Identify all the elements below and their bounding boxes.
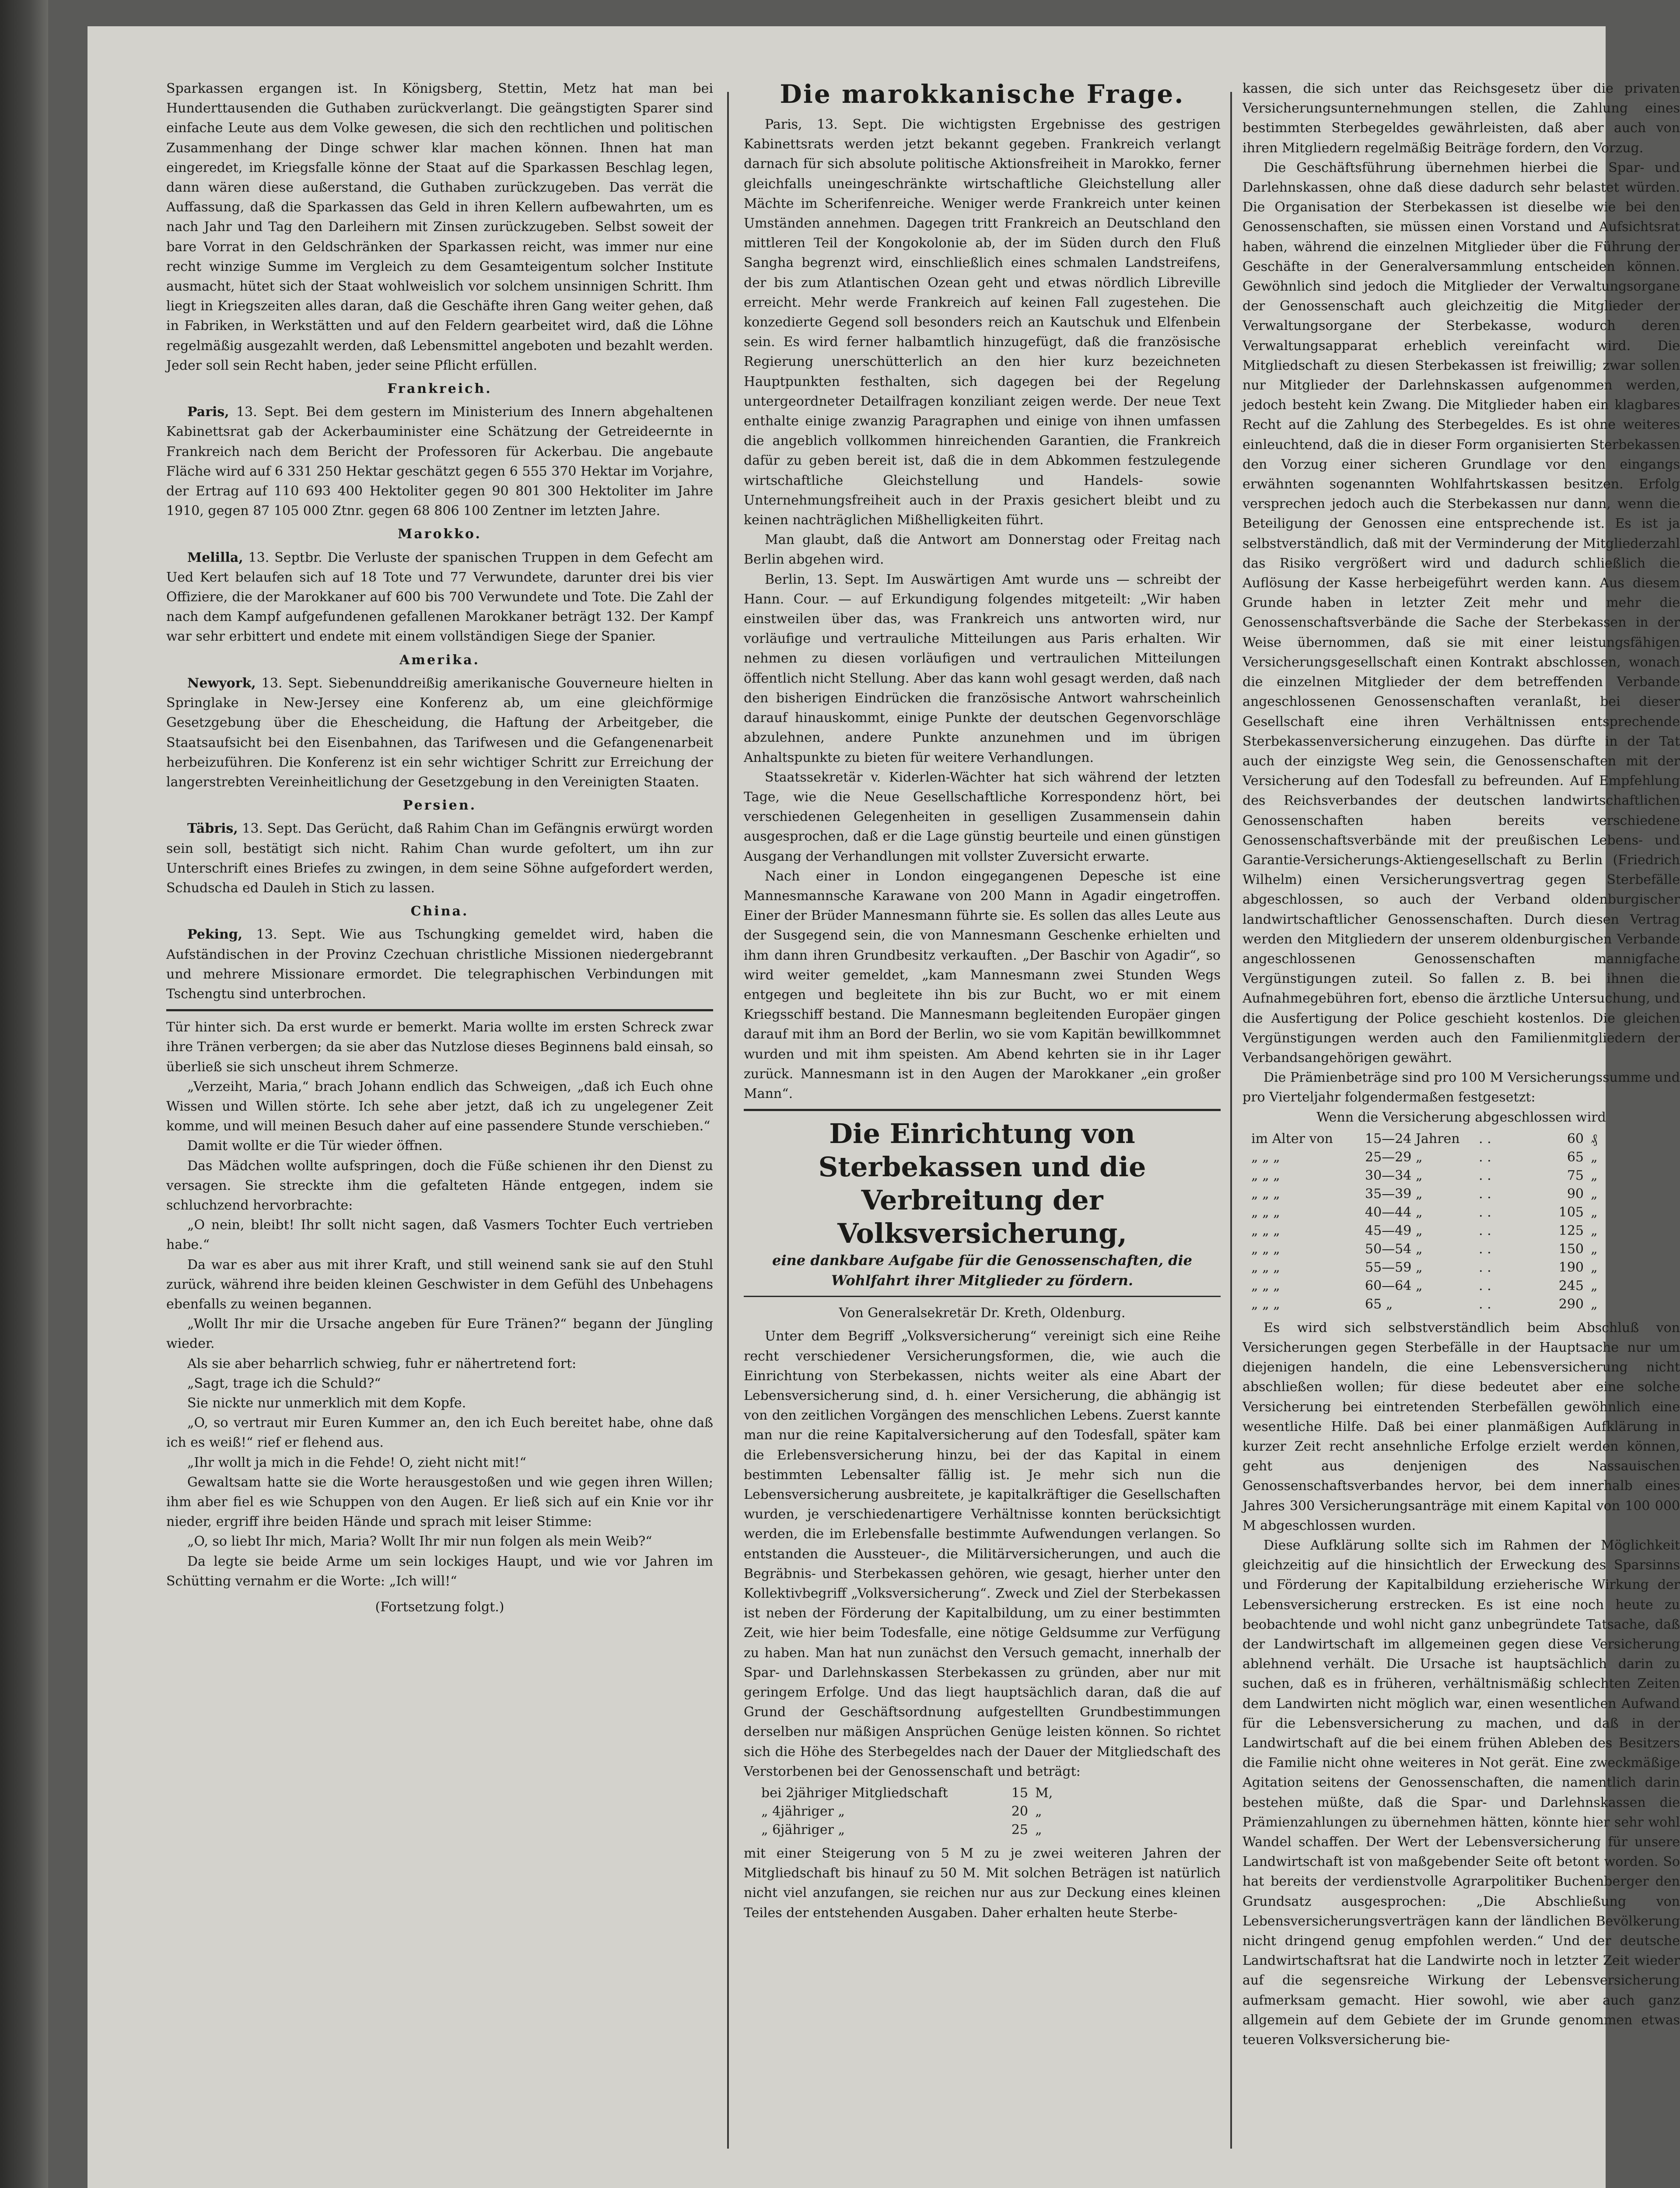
story-paragraph: „Sagt, trage ich die Schuld?“ [187, 1375, 381, 1391]
table-row: im Alter von 15—24 Jahren . . 60 ₰ [1251, 1131, 1597, 1147]
story-paragraph: Da legte sie beide Arme um sein lockiges Haupt, und wie vor Jahren im Schütting vernahm er die Worte: „Ich will!“ [166, 1553, 713, 1589]
table-row: „ „ „ 50—54 „ . . 150 „ [1251, 1241, 1598, 1257]
article-paragraph: Es wird sich selbstverständlich beim Abschluß von Versicherungen gegen Sterbefälle in der Hauptsache nur um diejenigen handeln, die eine Lebensversicherung nicht abschließen wollen; für diese bedeutet aber eine solche Versicherung bei eintretenden Sterbefällen gewöhnlich eine wesentliche Hilfe. Daß bei einer planmäßigen Aufklärung in kurzer Zeit recht ansehnliche Erfolge erzielt werden können, geht aus denjenigen des Nassauischen Genossenschaftsverbandes hervor, bei dem innerhalb eines Jahres 300 Versicherungsanträge mit einem Kapital von 100 000 M abgeschlossen wurden. [1242, 1320, 1680, 1533]
newspaper-page [88, 26, 1680, 2188]
table-row: „ „ „ 35—39 „ . . 90 „ [1251, 1186, 1598, 1202]
section-heading-america: Amerika. [399, 652, 480, 668]
article-paragraph: Die Geschäftsführung übernehmen hierbei die Spar- und Darlehnskassen, ohne daß diese dadurch sehr belastet würden. Die Organisation der Sterbekassen ist dieselbe wie bei den Genossenschaften, sie müssen einen Vorstand und Aufsichtsrat haben, während die einzelnen Mitglieder über die Führung der Geschäfte in der Generalversammlung entscheiden können. Gewöhnlich sind jedoch die Mitglieder der Verwaltungsorgane der Genossenschaft auch gleichzeitig die Mitglieder der Verwaltungsorgane der Sterbekasse, wodurch deren Verwaltungsapparat erheblich vereinfacht wird. Die Mitgliedschaft zu diesen Sterbekassen ist freiwillig; zwar sollen nur Mitglieder der Darlehnskassen aufgenommen werden, jedoch besteht kein Zwang. Die Mitglieder haben ein klagbares Recht auf die Zahlung des Sterbegeldes. Es ist ohne weiteres einleuchtend, daß die in dieser Form organisierten Sterbekassen den Vorzug einer sicheren Grundlage vor den eingangs erwähnten sogenannten Wohlfahrtskassen besitzen. Erfolg versprechen jedoch auch die Sterbekassen nur dann, wenn die Beteiligung der Genossen eine entsprechende ist. Es ist ja selbstverständlich, daß mit der Verminderung der Mitgliederzahl das Risiko vergrößert wird und dadurch schließlich die Auflösung der Kasse herbeigeführt werden kann. Aus diesem Grunde haben in letzter Zeit mehr und mehr die Genossenschaftsverbände die Sache der Sterbekassen in der Weise übernommen, daß sie mit einer leistungsfähigen Versicherungsgesellschaft einen Kontrakt abschlossen, wonach die einzelnen Mitglieder der dem betreffenden Verbande angeschlossenen Genossenschaften veranlaßt, bei dieser Gesellschaft eine ihren Verhältnissen entsprechende Sterbekassenversicherung einzugehen. Das dürfte in der Tat auch der einzigste Weg sein, die Genossenschaften mit der Versicherung auf den Todesfall zu befreunden. Auf Empfehlung des Reichsverbandes der deutschen landwirtschaftlichen Genossenschaften haben bereits verschiedene Genossenschaftsverbände mit der preußischen Lebens- und Garantie-Versicherungs-Aktiengesellschaft zu Berlin (Friedrich Wilhelm) einen Versicherungsvertrag gegen Sterbefälle abgeschlossen, so auch der Verband oldenburgischer landwirtschaftlicher Genossenschaften. Durch diesen Vertrag werden den Mitgliedern der unserem oldenburgischen Verbande angeschlossenen Genossenschaften mannigfache Vergünstigungen zuteil. So fallen z. B. bei ihnen die Aufnahmegebühren fort, ebenso die ärztliche Untersuchung, und die Ausfertigung der Police geschieht kostenlos. Die gleichen Vergünstigungen werden auch den Familienmitgliedern der Verbandsangehörigen gewährt. [1242, 160, 1680, 1066]
article-divider [744, 1109, 1221, 1111]
section-heading-france: Frankreich. [387, 381, 492, 397]
story-paragraph: Als sie aber beharrlich schwieg, fuhr er nähertretend fort: [187, 1356, 577, 1371]
subtitle-divider [744, 1296, 1221, 1297]
article-paragraph: Diese Aufklärung sollte sich im Rahmen der Möglichkeit gleichzeitig auf die hinsichtlich der Erweckung des Sparsinns und Förderung der Kapitalbildung erzieherische Wirkung der Lebensversicherung erstrecken. Es ist eine noch heute zu beobachtende und wohl nicht ganz unbegründete Tatsache, daß der Landwirtschaft im allgemeinen gegen diese Versicherung ablehnend verhält. Die Ursache ist hauptsächlich darin zu suchen, daß es in früheren, verhältnismäßig schlechten Zeiten dem Landwirten nicht möglich war, einen wesentlichen Aufwand für die Lebensversicherung zu machen, und daß in der Landwirtschaft auf die bei einem frühen Ableben des Besitzers die Familie nicht ohne weiteres in Not gerät. Eine zweckmäßige Agitation seitens der Genossenschaften, die namentlich darin bestehen müßte, daß die Spar- und Darlehnskassen die Prämienzahlungen zu übernehmen hätten, könnte hier sehr wohl Wandel schaffen. Der Wert der Lebensversicherung für unsere Landwirtschaft ist von maßgebender Seite oft betont worden. So hat bereits der verdienstvolle Agrarpolitiker Buchenberger den Grundsatz ausgesprochen: „Die Abschließung von Lebensversicherungsverträgen kann der ländlichen Bevölkerung nicht dringend genug empfohlen werden.“ Und der deutsche Landwirtschaftsrat hat die Landwirte noch in letzter Zeit wieder auf die segensreiche Wirkung der Lebensversicherung aufmerksam gemacht. Hier sowohl, wie aber auch ganz allgemein auf dem Gebiete der im Grunde genommen etwas teueren Volksversicherung bie- [1242, 1538, 1680, 2048]
table-row: „ „ „ 55—59 „ . . 190 „ [1251, 1259, 1598, 1275]
table-row: „ „ „ 60—64 „ . . 245 „ [1251, 1278, 1598, 1294]
column-left [166, 79, 713, 2162]
table-row: „ „ „ 40—44 „ . . 105 „ [1251, 1204, 1598, 1220]
membership-table [761, 1784, 1221, 1839]
column-middle [744, 79, 1221, 2162]
table-row: „ „ „ 65 „ . . 290 „ [1251, 1296, 1598, 1312]
article-paragraph: Berlin, 13. Sept. Im Auswärtigen Amt wurde uns — schreibt der Hann. Cour. — auf Erkundigung folgendes mitgeteilt: „Wir haben einstweilen über das, was Frankreich uns antworten wird, nur vorläufige und vertrauliche Mitteilungen aus Paris erhalten. Wir nehmen zu diesen vorläufigen und vertraulichen Mitteilungen öffentlich nicht Stellung. Aber das kann wohl gesagt werden, daß nach den bisherigen Eindrücken die französische Antwort wahrscheinlich darauf hinauskommt, einige Punkte der deutschen Gegenvorschläge abzulehnen, andere Punkte anzunehmen und im übrigen Anhaltspunkte zu bieten für weitere Verhandlungen. [744, 572, 1221, 765]
book-binding-edge [0, 0, 48, 2188]
story-paragraph: „Ihr wollt ja mich in die Fehde! O, zieht nicht mit!“ [187, 1455, 526, 1470]
section-heading-morocco: Marokko. [398, 526, 482, 542]
article-author: Von Generalsekretär Dr. Kreth, Oldenburg. [839, 1305, 1126, 1321]
story-paragraph: Da war es aber aus mit ihrer Kraft, und still weinend sank sie auf den Stuhl zurück, während ihre beiden kleinen Geschwister in dem Gefühl des Unbehagens ebenfalls zu weinen begannen. [166, 1257, 713, 1312]
premium-table [1251, 1130, 1680, 1314]
story-paragraph: „O, so vertraut mir Euren Kummer an, den ich Euch bereitet habe, ohne daß ich es weiß!“ rief er flehend aus. [166, 1415, 713, 1451]
table-row: bei 2jähriger Mitgliedschaft 15 M, [761, 1785, 1053, 1801]
news-item-paris: Paris, 13. Sept. Bei dem gestern im Ministerium des Innern abgehaltenen Kabinettsrat gab der Ackerbauminister eine Schätzung der Getreideernte in Frankreich nach dem Bericht der Professoren für Ackerbau. Die angebaute Fläche wird auf 6 331 250 Hektar geschätzt gegen 6 555 370 Hektar im Vorjahre, der Ertrag auf 110 693 400 Hektoliter gegen 90 801 300 Hektoliter im Jahre 1910, gegen 87 105 000 Ztnr. gegen 68 806 100 Zentner im letzten Jahre. [166, 404, 713, 519]
story-paragraph: „O nein, bleibt! Ihr sollt nicht sagen, daß Vasmers Tochter Euch vertrieben habe.“ [166, 1217, 713, 1253]
continuation-note: (Fortsetzung folgt.) [375, 1599, 504, 1615]
column-rule [1230, 92, 1232, 2149]
article-paragraph: Die Prämienbeträge sind pro 100 M Versicherungssumme und pro Vierteljahr folgendermaßen festgesetzt: [1242, 1070, 1680, 1105]
intro-paragraph: Sparkassen ergangen ist. In Königsberg, Stettin, Metz hat man bei Hunderttausenden die Guthaben zurückverlangt. Die geängstigten Sparer sind einfache Leute aus dem Volke gewesen, die sich den rechtlichen und politischen Zusammenhang der Dinge schwer klar machen können. Ihnen hat man eingeredet, im Kriegsfalle könne der Staat auf die Sparkassen Beschlag legen, dann wären diese außerstand, die Guthaben zurückzugeben. Das verrät die Auffassung, daß die Sparkassen das Geld in ihren Kellern aufbewahrten, um es nach Jahr und Tag den Darleihern mit Zinsen zurückzugeben. Selbst soweit der bare Vorrat in den Geldschränken der Sparkassen reicht, was immer nur eine recht winzige Summe im Vergleich zu dem Gesamteigentum solcher Institute ausmacht, hütet sich der Staat wohlweislich vor solchem unsinnigen Schritt. Ihm liegt in Kriegszeiten alles daran, daß die Geschäfte ihren Gang weiter gehen, daß in Fabriken, in Werkstätten und auf den Feldern gearbeitet wird, daß die Löhne regelmäßig ausgezahlt werden, daß Lebensmittel angeboten und bezahlt werden. Jeder soll sein Recht haben, jeder seine Pflicht erfüllen. [166, 81, 713, 373]
story-paragraph: Tür hinter sich. Da erst wurde er bemerkt. Maria wollte im ersten Schreck zwar ihre Tränen verbergen; da sie aber das Nutzlose dieses Beginnens bald einsah, so überließ sie sich unscheut ihrem Schmerze. [166, 1020, 713, 1075]
section-heading-persia: Persien. [402, 798, 477, 813]
table-row: „ „ „ 25—29 „ . . 65 „ [1251, 1149, 1598, 1165]
article-paragraph: Man glaubt, daß die Antwort am Donnerstag oder Freitag nach Berlin abgehen wird. [744, 532, 1221, 568]
article-paragraph: kassen, die sich unter das Reichsgesetz über die privaten Versicherungsunternehmungen stellen, die Zahlung eines bestimmten Sterbegeldes gewährleisten, daß aber auch von ihren Mitgliedern regelmäßig Beiträge fordern, den Vorzug. [1242, 81, 1680, 156]
story-paragraph: Sie nickte nur unmerklich mit dem Kopfe. [187, 1396, 466, 1411]
table-row: „ 6jähriger „ 25 „ [761, 1822, 1042, 1838]
article-paragraph: Paris, 13. Sept. Die wichtigsten Ergebnisse des gestrigen Kabinettsrats werden jetzt bekannt gegeben. Frankreich verlangt darnach für sich absolute politische Aktionsfreiheit in Marokko, ferner gleichfalls uneingeschränkte wirtschaftliche Gleichstellung aller Mächte im Scherifenreiche. Weniger werde Frankreich unter keinen Umständen annehmen. Dagegen tritt Frankreich an Deutschland den mittleren Teil der Kongokolonie ab, der im Süden durch den Fluß Sangha begrenzt wird, einschließlich eines schmalen Landstreifens, der bis zum Atlantischen Ozean geht und etwas nördlich Libreville erreicht. Mehr werde Frankreich auf keinen Fall zugestehen. Die konzedierte Gegend soll besonders reich an Kautschuk und Elfenbein sein. Es wird ferner halbamtlich hinzugefügt, daß die französische Regierung unerschütterlich an den hier kurz bezeichneten Hauptpunkten festhalten, sich dagegen bei der Regelung untergeordneter Detailfragen konziliant zeigen werde. Der neue Text enthalte einige zwanzig Paragraphen und einige von ihnen umfassen die angeblich vollkommen hinreichenden Garantien, die Frankreich dafür zu geben bereit ist, daß die in dem Abkommen festzulegende wirtschaftliche Gleichstellung und Handels- sowie Unternehmungsfreiheit auch in der Praxis gesichert bleibt und zu keinen nachträglichen Mißhelligkeiten führt. [744, 117, 1221, 528]
news-item-peking: Peking, 13. Sept. Wie aus Tschungking gemeldet wird, haben die Aufständischen in der Provinz Czechuan christliche Missionen niedergebrannt und mehrere Missionare ermordet. Die telegraphischen Verbindungen mit Tschengtu sind unterbrochen. [166, 927, 713, 1002]
story-paragraph: Gewaltsam hatte sie die Worte herausgestoßen und wie gegen ihren Willen; ihm aber fiel es wie Schuppen von den Augen. Er ließ sich auf ein Knie vor ihr nieder, ergriff ihre beiden Hände und sprach mit leiser Stimme: [166, 1474, 713, 1530]
article-paragraph: Nach einer in London eingegangenen Depesche ist eine Mannesmannsche Karawane von 200 Mann in Agadir eingetroffen. Einer der Brüder Mannesmann führte sie. Es sollen das alles Leute aus der Susgegend sein, die von Mannesmann Geschenke erhielten und ihm dann ihren Grundbesitz verkauften. „Der Baschir von Agadir“, so wird weiter gemeldet, „kam Mannesmann zwei Stunden Wegs entgegen und begleitete ihn bis zur Bucht, wo er mit einem Kriegsschiff bestand. Die Mannesmann begleitenden Europäer gingen darauf mit ihm an Bord der Berlin, wo sie vom Kapitän bewillkommnet wurden und mit ihm speisten. Am Abend kehrten sie in ihr Lager zurück. Mannesmann ist in den Augen der Marokkaner „ein großer Mann“. [744, 868, 1221, 1101]
story-paragraph: Das Mädchen wollte aufspringen, doch die Füße schienen ihr den Dienst zu versagen. Sie streckte ihm die gefalteten Hände entgegen, indem sie schluchzend hervorbrachte: [166, 1158, 713, 1213]
feuilleton-divider [166, 1009, 713, 1011]
table-row: „ „ „ 30—34 „ . . 75 „ [1251, 1168, 1598, 1183]
article-title-morocco: Die marokkanische Frage. [780, 79, 1185, 109]
news-item-melilla: Melilla, 13. Septbr. Die Verluste der spanischen Truppen in dem Gefecht am Ued Kert belaufen sich auf 18 Tote und 77 Verwundete, darunter drei bis vier Offiziere, die der Marokkaner auf 600 bis 700 Verwundete und Tote. Die Zahl der nach dem Kampf aufgefundenen gefallenen Marokkaner beträgt 132. Der Kampf war sehr erbittert und endete mit einem vollständigen Siege der Spanier. [166, 550, 713, 645]
story-paragraph: „Wollt Ihr mir die Ursache angeben für Eure Tränen?“ begann der Jüngling wieder. [166, 1316, 713, 1352]
column-rule [727, 92, 729, 2149]
news-item-taebris: Täbris, 13. Sept. Das Gerücht, daß Rahim Chan im Gefängnis erwürgt worden sein soll, bestätigt sich nicht. Rahim Chan wurde gefoltert, um ihn zur Unterschrift eines Briefes zu zwingen, in dem seine Söhne aufgefordert werden, Schudscha ed Dauleh in Stich zu lassen. [166, 821, 713, 896]
article-title-sterbekassen: Die Einrichtung von Sterbekassen und die Verbreitung der Volksversicherung, [818, 1118, 1146, 1250]
table-caption: Wenn die Versicherung abgeschlossen wird [1316, 1109, 1606, 1125]
table-row: „ „ „ 45—49 „ . . 125 „ [1251, 1223, 1598, 1238]
article-paragraph: mit einer Steigerung von 5 M zu je zwei weiteren Jahren der Mitgliedschaft bis hinauf zu 50 M. Mit solchen Beträgen ist natürlich nicht viel anzufangen, sie reichen nur aus zur Deckung eines kleinen Teiles der entstehenden Ausgaben. Daher erhalten heute Sterbe- [744, 1846, 1221, 1921]
table-row: „ 4jähriger „ 20 „ [761, 1804, 1042, 1820]
article-subtitle: eine dankbare Aufgabe für die Genossenschaften, die Wohlfahrt ihrer Mitglieder zu fördern. [772, 1252, 1192, 1289]
story-paragraph: „O, so liebt Ihr mich, Maria? Wollt Ihr mir nun folgen als mein Weib?“ [187, 1534, 652, 1550]
section-heading-china: China. [410, 904, 469, 919]
article-paragraph: Unter dem Begriff „Volksversicherung“ vereinigt sich eine Reihe recht verschiedener Versicherungsformen, die, wie auch die Einrichtung von Sterbekassen, nichts weiter als eine Abart der Lebensversicherung sind, d. h. einer Versicherung, die abhängig ist von den zeitlichen Vorgängen des menschlichen Lebens. Zuerst kannte man nur die reine Kapitalversicherung auf den Todesfall, später kam die Erlebensversicherung hinzu, bei der das Kapital in einem bestimmten Lebensalter fällig ist. Je mehr sich nun die Lebensversicherung ausbreitete, je kapitalkräftiger die Gesellschaften wurden, je verschiedenartigere Verhältnisse konnten berücksichtigt werden, die im Erlebensfalle bestimmte Aufwendungen verlangen. So entstanden die Aussteuer-, die Militärversicherungen, und auch die Begräbnis- und Sterbekassen gehören, wie gesagt, hierher unter den Kollektivbegriff „Volksversicherung“. Zweck und Ziel der Sterbekassen ist neben der Förderung der Kapitalbildung, um zu einer bestimmten Zeit, wie hier beim Todesfalle, eine nötige Geldsumme zur Verfügung zu haben. Man hat nun zunächst den Versuch gemacht, innerhalb der Spar- und Darlehnskassen Sterbekassen zu gründen, aber nur mit geringem Erfolge. Und das liegt hauptsächlich daran, daß die auf Grund der Geschäftsordnung aufgestellten Grundbestimmungen derselben nur mäßigen Ansprüchen Genüge leisten können. So richtet sich die Höhe des Sterbegeldes nach der Dauer der Mitgliedschaft des Verstorbenen bei der Genossenschaft und beträgt: [744, 1329, 1221, 1779]
article-paragraph: Staatssekretär v. Kiderlen-Wächter hat sich während der letzten Tage, wie die Neue Gesellschaftliche Korrespondenz hört, bei verschiedenen Gelegenheiten in geselligen Zusammensein dahin ausgesprochen, daß er die Lage günstig beurteile und einen günstigen Ausgang der Verhandlungen mit vollster Zuversicht erwarte. [744, 769, 1221, 864]
story-paragraph: Damit wollte er die Tür wieder öffnen. [187, 1138, 443, 1154]
story-paragraph: „Verzeiht, Maria,“ brach Johann endlich das Schweigen, „daß ich Euch ohne Wissen und Willen störte. Ich sehe aber jetzt, daß ich zu ungelegener Zeit komme, und will meinen Besuch daher auf eine passendere Stunde verschieben.“ [166, 1079, 713, 1134]
column-right [1242, 79, 1680, 2162]
news-item-newyork: Newyork, 13. Sept. Siebenunddreißig amerikanische Gouverneure hielten in Springlake in New-Jersey eine Konferenz ab, um eine gleichförmige Gesetzgebung über die Ehescheidung, die Haftung der Arbeitgeber, die Staatsaufsicht bei den Eisenbahnen, das Tarifwesen und die Gefangenenarbeit herbeizuführen. Die Konferenz ist ein sehr wichtiger Schritt zur Erreichung der langerstrebten Vereinheitlichung der Gesetzgebung in den Vereinigten Staaten. [166, 675, 713, 790]
